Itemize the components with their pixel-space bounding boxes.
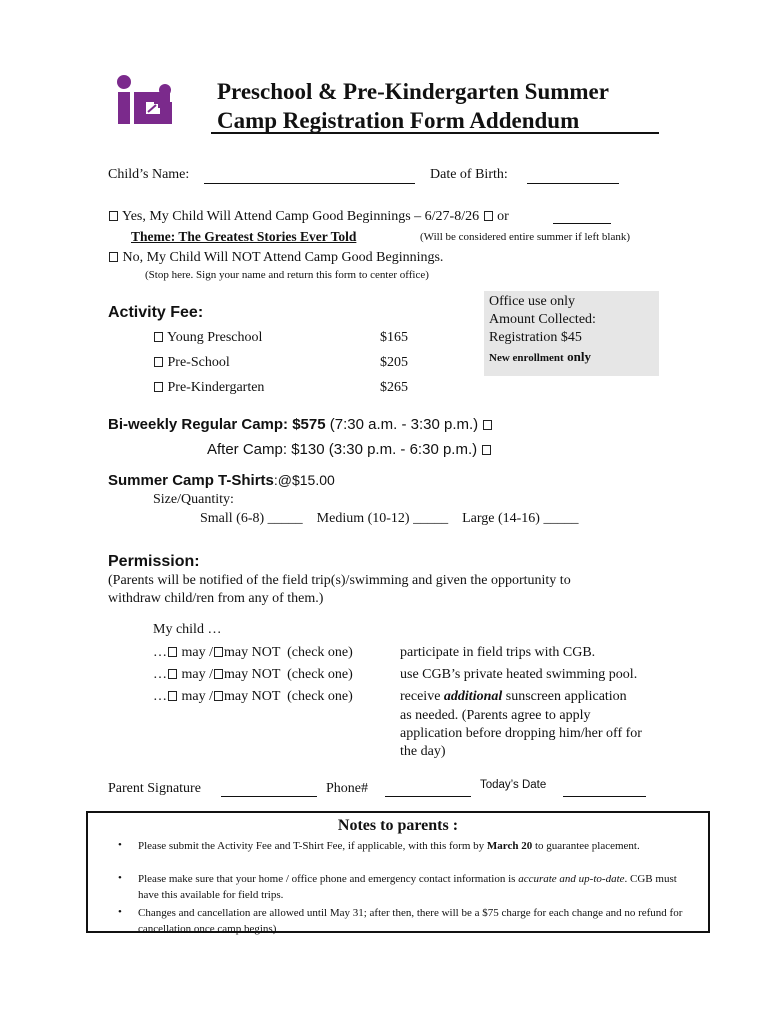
activity-option-preschool[interactable] [153,355,230,371]
notes-box [86,811,710,933]
permission-note-line1: (Parents will be notified of the field trip(s)/swimming and given the opportunity to [108,573,571,588]
field-trips-may-checkbox[interactable] [168,647,177,657]
attend-alt-checkbox[interactable] [484,211,493,221]
attend-dates-field[interactable] [553,223,611,224]
phone-label: Phone# [326,781,368,796]
todays-date-label: Today’s Date [480,779,547,791]
attend-no-checkbox[interactable] [109,252,118,262]
preschool-price: $205 [380,355,408,370]
preschool-label: Pre-School [167,355,230,370]
amount-collected-label: Amount Collected: [489,312,596,327]
theme-note: (Will be considered entire summer if left blank) [420,231,631,243]
child-name-field[interactable] [204,183,415,184]
form-title-line2: Camp Registration Form Addendum [217,108,580,133]
permission-row-sunscreen: … may / may NOT (check one) [153,689,353,704]
permission-sunscreen-text: receive additional sunscreen application [400,689,627,704]
note-item-fee: Please submit the Activity Fee and T-Shirt Fee, if applicable, with this form by March 20 to guarantee placement. [138,840,640,852]
tshirts-row [108,472,335,489]
permission-sunscreen-text-3: application before dropping him/her off for [400,726,642,741]
phone-field[interactable] [385,796,471,797]
sunscreen-may-checkbox[interactable] [168,691,177,701]
after-camp-checkbox[interactable] [482,445,491,455]
note-bullet: • [118,906,122,918]
notes-title: Notes to parents : [337,817,459,834]
form-title-line1: Preschool & Pre-Kindergarten Summer [217,79,609,104]
attend-yes-label: Yes, My Child Will Attend Camp Good Beginnings – 6/27-8/26 [121,209,480,224]
tshirt-size-label: Size/Quantity: [153,492,234,507]
prek-price: $265 [380,380,408,395]
activity-option-prek[interactable] [153,380,264,396]
attend-or-label: or [497,209,509,224]
theme-label: Theme: The Greatest Stories Ever Told [131,229,357,244]
note-bullet: • [118,839,122,851]
child-name-label: Child’s Name: [108,167,190,182]
activity-fee-heading: Activity Fee: [108,304,204,321]
activity-option-young-preschool[interactable] [153,330,262,346]
young-preschool-checkbox[interactable] [154,332,163,342]
permission-note-line2: withdraw child/ren from any of them.) [108,591,324,606]
office-use-box [484,291,659,376]
permission-field-trips-text: participate in field trips with CGB. [400,645,596,660]
young-preschool-label: Young Preschool [166,330,263,345]
note-item-cancellation: Changes and cancellation are allowed until May 31; after then, there will be a $75 charge for each change and no refund for cancellation once camp begins) [138,907,683,935]
biweekly-camp-label: Bi-weekly Regular Camp: $575 [108,416,326,433]
swimming-maynot-checkbox[interactable] [214,669,223,679]
permission-sunscreen-text-4: the day) [400,744,446,759]
registration-fee-label: Registration $45 [489,330,582,345]
permission-row-field-trips: … may / may NOT (check one) [153,645,353,660]
dob-label: Date of Birth: [430,167,508,182]
sunscreen-maynot-checkbox[interactable] [214,691,223,701]
permission-heading: Permission: [108,553,200,570]
cgb-logo [114,74,176,126]
my-child-label: My child … [153,622,222,637]
office-use-label: Office use only [489,294,576,309]
note-item-contact: Please make sure that your home / office phone and emergency contact information is accurate and up-to-date. CGB must have this available for field trips. [138,873,677,901]
permission-row-swimming: … may / may NOT (check one) [153,667,353,682]
note-bullet: • [118,872,122,884]
attend-yes-row [108,209,509,225]
parent-signature-field[interactable] [221,796,317,797]
permission-sunscreen-text-2: as needed. (Parents agree to apply [400,708,591,723]
prek-label: Pre-Kindergarten [167,380,265,395]
attend-no-note: (Stop here. Sign your name and return this form to center office) [145,269,429,281]
after-camp-label: After Camp: $130 (3:30 p.m. - 6:30 p.m.) [207,441,478,458]
attend-no-label: No, My Child Will NOT Attend Camp Good Beginnings. [122,250,444,265]
prek-checkbox[interactable] [154,382,163,392]
tshirts-heading: Summer Camp T-Shirts [108,472,274,489]
young-preschool-price: $165 [380,330,408,345]
preschool-checkbox[interactable] [154,357,163,367]
after-camp-row [207,441,492,458]
biweekly-camp-checkbox[interactable] [483,420,492,430]
permission-swimming-text: use CGB’s private heated swimming pool. [400,667,638,682]
biweekly-camp-row [108,416,493,433]
parent-signature-label: Parent Signature [108,781,201,796]
tshirt-sizes[interactable]: Small (6-8) _____ Medium (10-12) _____ Large (14-16) _____ [200,511,579,526]
field-trips-maynot-checkbox[interactable] [214,647,223,657]
swimming-may-checkbox[interactable] [168,669,177,679]
new-enrollment-label: New enrollment only [489,349,591,364]
biweekly-camp-hours: (7:30 a.m. - 3:30 p.m.) [325,416,479,433]
attend-no-row [108,250,443,266]
title-underline [211,132,659,134]
tshirts-price: :@$15.00 [273,472,335,488]
todays-date-field[interactable] [563,796,646,797]
attend-yes-checkbox[interactable] [109,211,118,221]
dob-field[interactable] [527,183,619,184]
